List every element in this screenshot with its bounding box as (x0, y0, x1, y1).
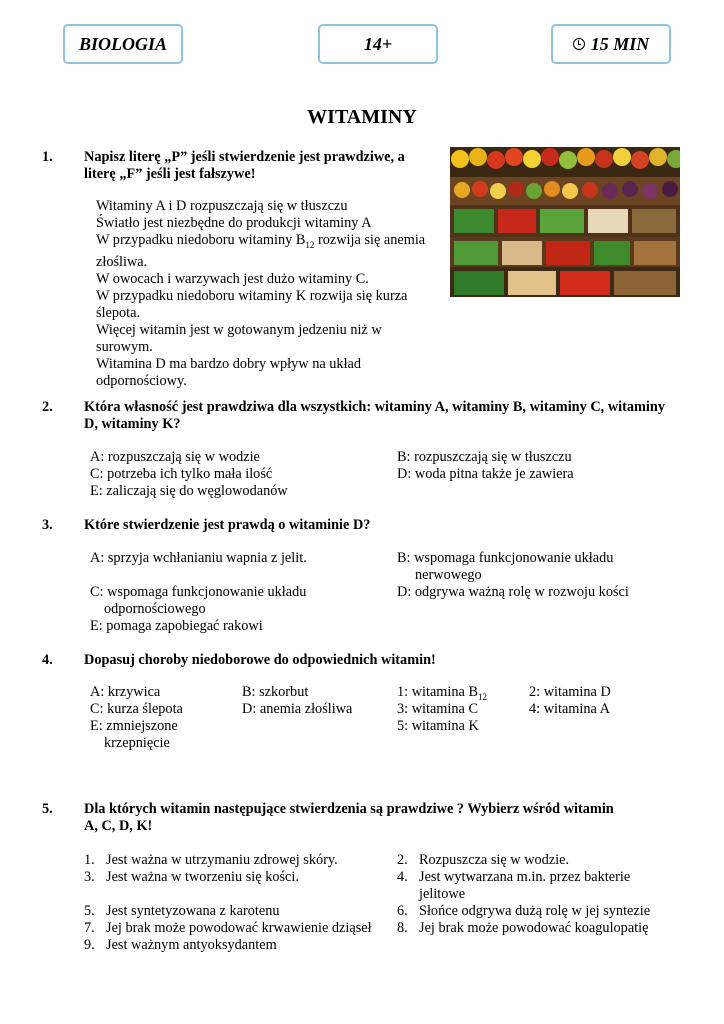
q3-option-c-line2: odpornościowego (104, 601, 206, 617)
q5-item-3: 3. Jest ważna w tworzeniu się kości. (84, 869, 299, 885)
q1-statement-6: Więcej witamin jest w gotowanym jedzeniu niż w (96, 321, 382, 338)
vegetables-photo (450, 147, 680, 297)
q2-option-d: D: woda pitna także je zawiera (397, 466, 574, 482)
q3-option-b-line1: B: wspomaga funkcjonowanie układu (397, 550, 614, 566)
q5-prompt (84, 801, 684, 835)
q1-prompt (84, 149, 434, 183)
q5-item-2: 2. Rozpuszcza się w wodzie. (397, 852, 570, 868)
q2-prompt-line2: D, witaminy K? (84, 416, 181, 432)
q3-option-a: A: sprzyja wchłanianiu wapnia z jelit. (90, 550, 307, 566)
q1-statement-3-cont: złośliwa. (96, 253, 148, 270)
q5-item-8: 8. Jej brak może powodować koagulopatię (397, 920, 649, 936)
q1-statement-1: Witaminy A i D rozpuszczają się w tłuszczu (96, 198, 348, 214)
q5-prompt-line2: A, C, D, K! (84, 818, 153, 834)
q1-statement-7-cont: odpornościowy. (96, 372, 187, 389)
page-title: WITAMINY (307, 106, 417, 128)
q4-disease-e (90, 718, 178, 752)
q1-statement-5: W przypadku niedoboru witaminy K rozwija się kurza (96, 287, 408, 304)
q4-disease-b: B: szkorbut (242, 684, 309, 700)
q2-option-a: A: rozpuszczają się w wodzie (90, 449, 260, 465)
q5-item-6: 6. Słońce odgrywa dużą rolę w jej syntezie (397, 903, 651, 919)
q3-option-b-line2: nerwowego (415, 567, 482, 583)
q4-disease-a: A: krzywica (90, 684, 161, 700)
q4-vitamin-3: 3: witamina C (397, 701, 479, 717)
age-box (318, 24, 438, 64)
q4-vitamin-1: 1: witamina $B_{12}$ (397, 684, 488, 702)
q5-item-5: 5. Jest syntetyzowana z karotenu (84, 903, 280, 919)
q4-disease-e-line1: E: zmniejszone (90, 718, 178, 734)
q3-option-d: D: odgrywa ważną rolę w rozwoju kości (397, 584, 629, 600)
q1-prompt-line1: Napisz literę „P” jeśli stwierdzenie jest prawdziwe, a (84, 149, 405, 165)
q1-statement-6-cont: surowym. (96, 338, 153, 355)
q2-option-b: B: rozpuszczają się w tłuszczu (397, 449, 572, 465)
q2-option-e: E: zaliczają się do węglowodanów (90, 483, 288, 499)
q5-item-7: 7. Jej brak może powodować krwawienie dziąseł (84, 920, 372, 936)
q3-option-b (397, 550, 613, 584)
q4-number: 4. (42, 652, 53, 668)
q1-statements (96, 198, 426, 390)
q1-prompt-line2: literę „F” jeśli jest fałszywe! (84, 166, 256, 182)
q5-prompt-line1: Dla których witamin następujące stwierdzenia są prawdziwe ? Wybierz wśród witamin (84, 801, 614, 817)
q2-prompt-line1: Która własność jest prawdziwa dla wszystkich: witaminy A, witaminy B, witaminy C, witaminy (84, 399, 666, 415)
q5-item-1: 1. Jest ważna w utrzymaniu zdrowej skóry. (84, 852, 338, 868)
q3-prompt: Które stwierdzenie jest prawdą o witaminie D? (84, 517, 371, 533)
q5-item-4: 4. Jest wytwarzana m.in. przez bakterie jelitowe (397, 869, 631, 902)
q4-vitamin-5: 5: witamina K (397, 718, 479, 734)
q1-statement-2: Światło jest niezbędne do produkcji witaminy A (96, 215, 372, 231)
q1-statement-4: W owocach i warzywach jest dużo witaminy C. (96, 270, 369, 287)
q4-vitamin-2: 2: witamina D (529, 684, 611, 700)
q3-number: 3. (42, 517, 53, 533)
q1-statement-7: Witamina D ma bardzo dobry wpływ na układ (96, 355, 362, 372)
clock-icon (573, 38, 585, 50)
q2-prompt (84, 399, 684, 433)
q5-item-4-cont: jelitowe (419, 886, 466, 902)
q1-number: 1. (42, 149, 53, 165)
q5-number: 5. (42, 801, 53, 817)
q5-item-9: 9. Jest ważnym antyoksydantem (84, 937, 277, 953)
time-label: 15 MIN (590, 33, 650, 54)
subject-box (63, 24, 183, 64)
age-label: 14+ (363, 33, 393, 54)
q3-option-c (90, 584, 306, 618)
q4-disease-c: C: kurza ślepota (90, 701, 183, 717)
q4-disease-d: D: anemia złośliwa (242, 701, 353, 717)
q1-statement-5-cont: ślepota. (96, 304, 141, 321)
q4-prompt: Dopasuj choroby niedoborowe do odpowiednich witamin! (84, 652, 436, 668)
q1-statement-3: W przypadku niedoboru witaminy $B_{12}$ rozwija się anemia (96, 232, 426, 250)
time-box (551, 24, 671, 64)
q4-disease-e-line2: krzepnięcie (104, 735, 170, 751)
q3-option-e: E: pomaga zapobiegać rakowi (90, 618, 263, 634)
subject-label: BIOLOGIA (78, 33, 167, 54)
q3-option-c-line1: C: wspomaga funkcjonowanie układu (90, 584, 307, 600)
q4-vitamin-4: 4: witamina A (529, 701, 611, 717)
q2-option-c: C: potrzeba ich tylko mała ilość (90, 466, 273, 482)
q2-number: 2. (42, 399, 53, 415)
